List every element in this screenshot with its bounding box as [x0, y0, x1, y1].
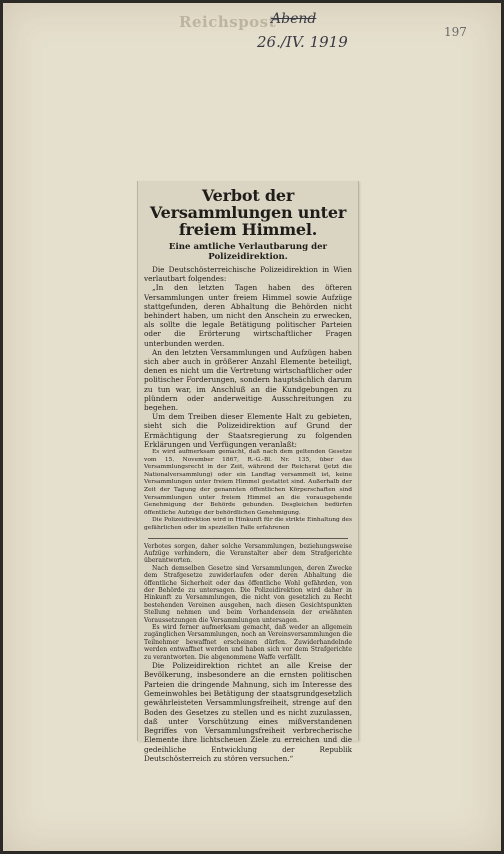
- article-closing-paragraph: Die Polizeidirektion richtet an alle Kreise der Bevölkerung, insbesondere an die ernsten politischen Parteien die dringende Mahnung, sich im Interesse des Gemeinwohles bei Betätigung der staatsgrundgesetzlich gewährleisteten Versammlungsfreiheit, strenge auf den Boden des Gesetzes zu stellen und es nicht zuzulassen, daß unter Vorschützung eines mißverstandenen Begriffes von Versammlungsfreiheit verbrecherische Elemente ihre lichtscheuen Ziele zu erreichen und die gedeihliche Entwicklung der Republik Deutschösterreich zu stören versuchen.“: [144, 661, 352, 764]
- article-paragraph: Um dem Treiben dieser Elemente Halt zu gebieten, sieht sich die Polizeidirektion auf Grund der Ermächtigung der Staatsregierung zu folgenden Erklärungen und Verfügungen veranlaßt:: [144, 412, 352, 449]
- handwritten-edition-note: Abend: [271, 11, 317, 27]
- article-paragraph: An den letzten Versammlungen und Aufzügen haben sich aber auch in größerer Anzahl Elemente beteiligt, denen es nicht um die Vertretung wirtschaftlicher oder politischer Forderungen, sondern hauptsächlich darum zu tun war, im Anschluß an die Kundgebungen zu plündern oder anderweitige Ausschreitungen zu begehen.: [144, 347, 352, 413]
- article-paragraph: „In den letzten Tagen haben des öfteren Versammlungen unter freiem Himmel sowie Aufzüge stattgefunden, deren Abhaltung die Behörden nicht behindert haben, um nicht den Anschein zu erwecken, als sollte die legale Betätigung politischer Parteien oder die Erörterung wirtschaftlicher Fragen unterbunden werden.: [144, 283, 352, 348]
- column-divider: [148, 538, 348, 539]
- article-subheadline: Eine amtliche Verlautbarung der Polizeidirektion.: [168, 242, 328, 262]
- newspaper-masthead-stamp: Reichspost: [179, 13, 277, 31]
- article-paragraph-small: Verbotes sorgen, daher solche Versammlungen, beziehungsweise Aufzüge verhindern, die Veranstalter aber dem Strafgerichte überantworten.: [144, 542, 352, 565]
- article-paragraph-small: Nach demselben Gesetze sind Versammlungen, deren Zwecke dem Strafgesetze zuwiderlaufen oder deren Abhaltung die öffentliche Sicherheit oder das öffentliche Wohl gefährden, von der Behörde zu untersagen. Die Polizeidirektion wird daher in Hinkunft zu Versammlungen, die nicht von gesetzlich zu Recht bestehenden Vereinen ausgehen, nach diesen Gesichtspunkten Stellung nehmen und beim Vorhandensein der erwähnten Voraussetzungen die Versammlungen untersagen.: [144, 564, 352, 624]
- article-paragraph-small: Die Polizeidirektion wird in Hinkunft für die strikte Einhaltung des gefährlichen oder im speziellen Falle erfahrenen: [144, 517, 352, 531]
- article-paragraph-small: Es wird ferner aufmerksam gemacht, daß weder an allgemein zugänglichen Versammlungen, noch an Vereinsversammlungen die Teilnehmer bewaffnet erscheinen dürfen. Zuwiderhandelnde werden entwaffnet werden und haben sich vor dem Strafgerichte zu verantworten. Die abgenommene Waffe verfällt.: [144, 624, 352, 661]
- archive-sheet: [3, 3, 501, 851]
- handwritten-date: 26./IV. 1919: [257, 33, 348, 51]
- newspaper-clipping: [137, 181, 359, 764]
- article-headline: Verbot der Versammlungen unter freiem Himmel.: [149, 186, 347, 239]
- page-number: 197: [444, 25, 467, 39]
- article-paragraph-small: Es wird aufmerksam gemacht, daß nach dem geltenden Gesetze vom 15. November 1867, R.-G.-Bl. Nr. 135, über das Versammlungsrecht in der Zeit, während der Reichsrat (jetzt die Nationalversammlung) oder ein Landtag versammelt ist, keine Versammlungen unter freiem Himmel gestattet sind. Außerhalb der Zeit der Tagung der genannten öffentlichen Körperschaften sind Versammlungen unter freiem Himmel an die vorausgehende Genehmigung der Behörde gebunden. Desgleichen bedürfen öffentliche Aufzüge der behördlichen Genehmigung.: [144, 449, 352, 516]
- article-intro: Die Deutschösterreichische Polizeidirektion in Wien verlautbart folgendes:: [144, 265, 352, 284]
